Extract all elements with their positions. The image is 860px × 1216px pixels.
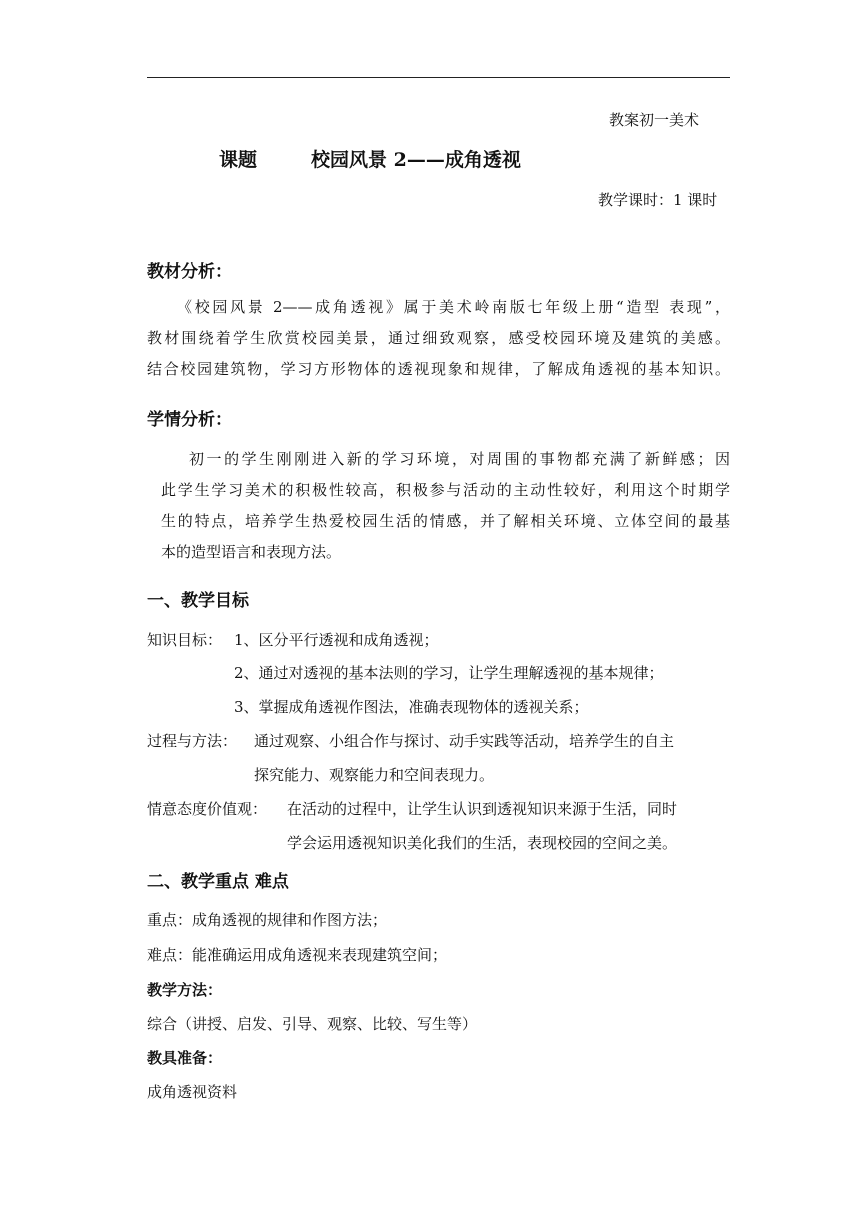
prep-text: 成角透视资料 xyxy=(147,1083,238,1101)
header-label: 教案初一美术 xyxy=(609,111,700,129)
focus-key: 重点：成角透视的规律和作图方法； xyxy=(147,911,388,929)
process-line: 探究能力、观察能力和空间表现力。 xyxy=(254,766,495,784)
material-line: 《校园风景 2——成角透视》属于美术岭南版七年级上册“造型 表现”， xyxy=(177,298,730,316)
prep-heading: 教具准备： xyxy=(147,1049,223,1067)
goals-heading: 一、教学目标 xyxy=(147,591,249,611)
knowledge-item: 1、区分平行透视和成角透视； xyxy=(234,631,439,649)
title-prefix: 课题 xyxy=(219,149,258,171)
attitude-label: 情意态度价值观： xyxy=(147,800,268,818)
header-rule xyxy=(147,77,730,78)
students-paragraph xyxy=(147,444,730,568)
class-hours: 教学课时：1 课时 xyxy=(598,191,718,209)
process-label: 过程与方法： xyxy=(147,732,238,750)
process-line: 通过观察、小组合作与探讨、动手实践等活动，培养学生的自主 xyxy=(254,732,675,750)
material-paragraph xyxy=(147,292,730,385)
students-line: 生的特点，培养学生热爱校园生活的情感，并了解相关环境、立体空间的最基 xyxy=(161,512,730,530)
knowledge-item: 2、通过对透视的基本法则的学习，让学生理解透视的基本规律； xyxy=(234,664,664,682)
students-line: 初一的学生刚刚进入新的学习环境，对周围的事物都充满了新鲜感；因 xyxy=(189,450,730,468)
students-heading: 学情分析： xyxy=(147,410,232,430)
material-line: 教材围绕着学生欣赏校园美景，通过细致观察，感受校园环境及建筑的美感。 xyxy=(147,329,730,347)
attitude-line: 学会运用透视知识美化我们的生活，表现校园的空间之美。 xyxy=(287,834,678,852)
knowledge-label: 知识目标： xyxy=(147,631,223,649)
students-line: 此学生学习美术的积极性较高，积极参与活动的主动性较好，利用这个时期学 xyxy=(161,481,730,499)
knowledge-item: 3、掌握成角透视作图法，准确表现物体的透视关系； xyxy=(234,698,589,716)
material-heading: 教材分析： xyxy=(147,262,232,282)
focus-heading: 二、教学重点 难点 xyxy=(147,872,289,892)
attitude-line: 在活动的过程中，让学生认识到透视知识来源于生活，同时 xyxy=(287,800,678,818)
method-text: 综合（讲授、启发、引导、观察、比较、写生等） xyxy=(147,1015,478,1033)
focus-difficult: 难点：能准确运用成角透视来表现建筑空间； xyxy=(147,946,448,964)
students-line: 本的造型语言和表现方法。 xyxy=(161,543,342,561)
material-line: 结合校园建筑物，学习方形物体的透视现象和规律，了解成角透视的基本知识。 xyxy=(147,360,730,378)
method-heading: 教学方法： xyxy=(147,981,223,999)
page-title: 校园风景 2——成角透视 xyxy=(311,149,521,171)
